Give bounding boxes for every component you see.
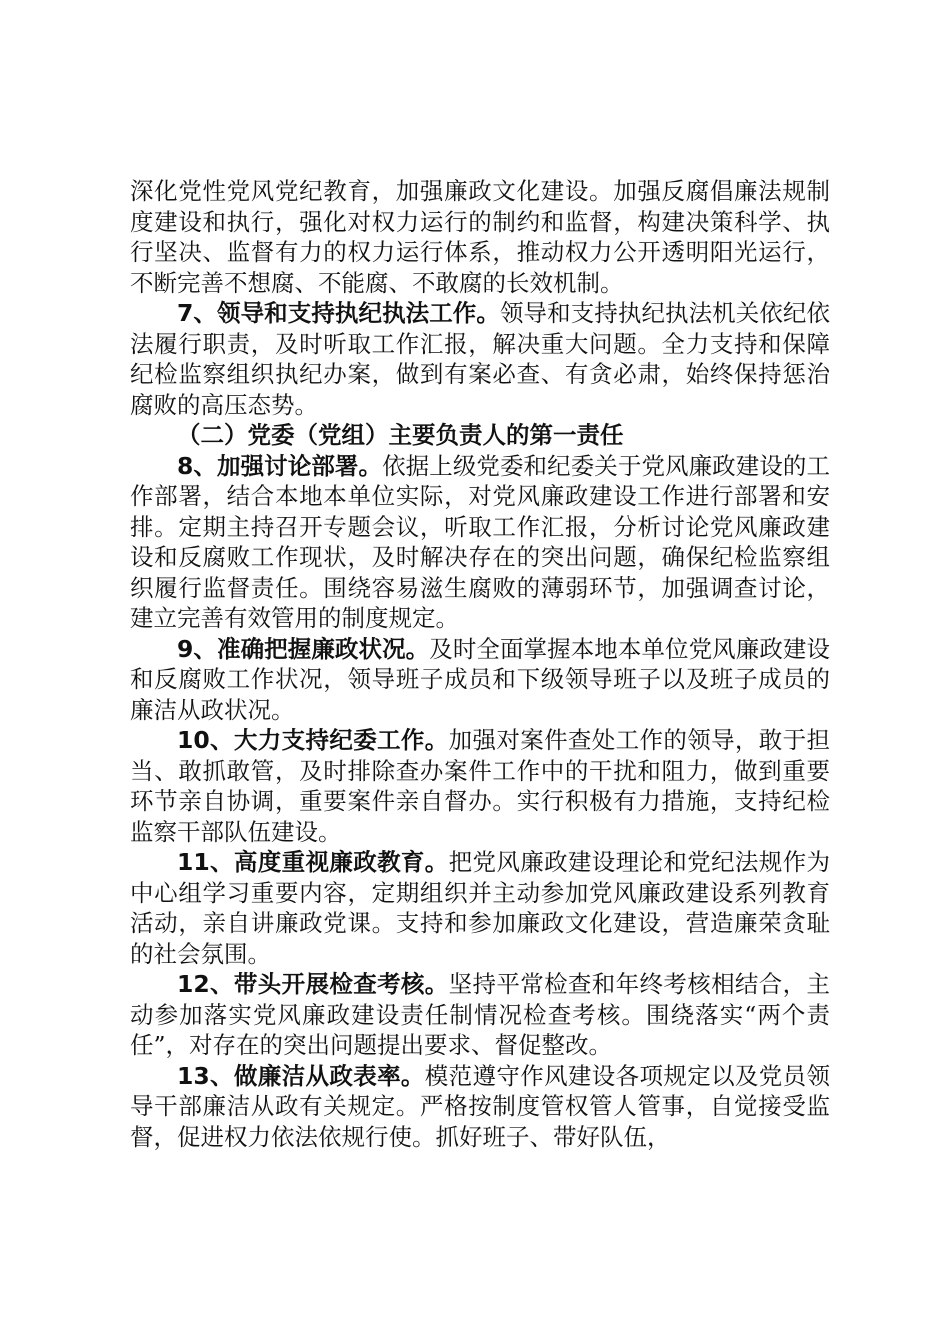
paragraph-lead: 8、加强讨论部署。 xyxy=(177,451,383,480)
paragraph-continuation xyxy=(130,176,830,298)
paragraph-lead: 10、大力支持纪委工作。 xyxy=(177,726,449,754)
document-page xyxy=(130,176,830,1152)
paragraph-item-10 xyxy=(130,725,830,847)
paragraph-lead: 11、高度重视廉政教育。 xyxy=(177,848,449,876)
paragraph-item-13 xyxy=(130,1061,830,1153)
paragraph-lead: 7、领导和支持执纪执法工作。 xyxy=(177,299,500,327)
paragraph-text: 领导和支持执纪执法机关依纪依法履行职责，及时听取工作汇报，解决重大问题。全力支持和保障纪检监察组织执纪办案，做到有案必查、有贪必肃，始终保持惩治腐败的高压态势。 xyxy=(130,299,830,419)
paragraph-lead: 9、准确把握廉政状况。 xyxy=(177,634,430,663)
paragraph-item-12 xyxy=(130,969,830,1061)
section-heading: （二）党委（党组）主要负责人的第一责任 xyxy=(177,421,624,449)
paragraph-item-7 xyxy=(130,298,830,420)
paragraph-lead: 13、做廉洁从政表率。 xyxy=(177,1061,425,1090)
paragraph-text: 加强对案件查处工作的领导，敢于担当、敢抓敢管，及时排除查办案件工作中的干扰和阻力，做到重要环节亲自协调，重要案件亲自督办。实行积极有力措施，支持纪检监察干部队伍建设。 xyxy=(130,726,831,846)
paragraph-text: 深化党性党风党纪教育，加强廉政文化建设。加强反腐倡廉法规制度建设和执行，强化对权力运行的制约和监督，构建决策科学、执行坚决、监督有力的权力运行体系，推动权力公开透明阳光运行，不断完善不想腐、不能腐、不敢腐的长效机制。 xyxy=(130,177,830,297)
paragraph-item-8 xyxy=(130,451,830,634)
paragraph-text: 依据上级党委和纪委关于党风廉政建设的工作部署，结合本地本单位实际，对党风廉政建设工作进行部署和安排。定期主持召开专题会议，听取工作汇报，分析讨论党风廉政建设和反腐败工作现状，及时解决存在的突出问题，确保纪检监察组织履行监督责任。围绕容易滋生腐败的薄弱环节，加强调查讨论，建立完善有效管用的制度规定。 xyxy=(130,451,831,632)
paragraph-item-9 xyxy=(130,634,830,726)
paragraph-text: 模范遵守作风建设各项规定以及党员领导干部廉洁从政有关规定。严格按制度管权管人管事，自觉接受监督，促进权力依法依规行使。抓好班子、带好队伍， xyxy=(130,1061,831,1151)
paragraph-lead: 12、带头开展检查考核。 xyxy=(177,970,449,998)
paragraph-text: 把党风廉政建设理论和党纪法规作为中心组学习重要内容，定期组织并主动参加党风廉政建设系列教育活动，亲自讲廉政党课。支持和参加廉政文化建设，营造廉荣贪耻的社会氛围。 xyxy=(130,848,831,968)
paragraph-text: 坚持平常检查和年终考核相结合，主动参加落实党风廉政建设责任制情况检查考核。围绕落实“两个责任”，对存在的突出问题提出要求、督促整改。 xyxy=(130,970,831,1059)
paragraph-text: 及时全面掌握本地本单位党风廉政建设和反腐败工作状况，领导班子成员和下级领导班子以及班子成员的廉洁从政状况。 xyxy=(130,634,831,724)
paragraph-item-11 xyxy=(130,847,830,969)
